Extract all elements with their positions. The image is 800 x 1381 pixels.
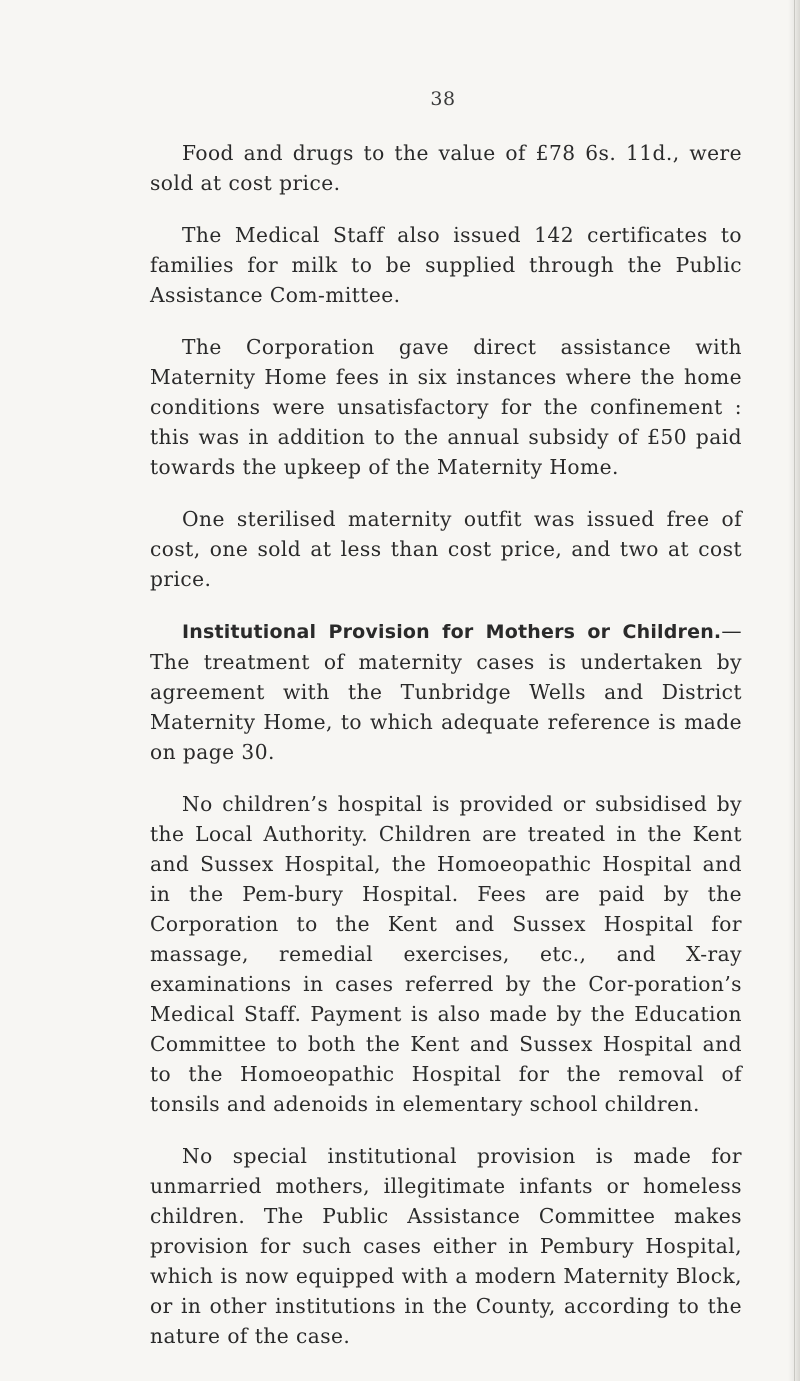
- paragraph-milk-certificates: The Medical Staff also issued 142 certificates to families for milk to be supplied through the Public Assistance Com-mittee.: [150, 223, 742, 307]
- document-body: [150, 138, 742, 1373]
- paragraph-unmarried-mothers: No special institutional provision is made for unmarried mothers, illegitimate infants or homeless children. The Public Assistance Committee makes provision for such cases either in Pembury Hospital, which is now equipped with a modern Maternity Block, or in other institutions in the County, according to the nature of the case.: [150, 1144, 742, 1348]
- paragraph-institutional-provision: [150, 616, 742, 767]
- paragraph-maternity-outfit: One sterilised maternity outfit was issued free of cost, one sold at less than cost price, and two at cost price.: [150, 507, 742, 591]
- page-edge-line: [794, 0, 795, 1381]
- paragraph-maternity-home-fees: The Corporation gave direct assistance with Maternity Home fees in six instances where the home conditions were unsatisfactory for the confinement : this was in addition to the annual subsidy of £50 paid towards the upkeep of the Maternity Home.: [150, 335, 742, 479]
- paragraph-childrens-hospital: No children’s hospital is provided or subsidised by the Local Authority. Children are treated in the Kent and Sussex Hospital, the Homoeopathic Hospital and in the Pem-bury Hospital. Fees are paid by the Corporation to the Kent and Sussex Hospital for massage, remedial exercises, etc., and X-ray examinations in cases referred by the Cor-poration’s Medical Staff. Payment is also made by the Education Committee to both the Kent and Sussex Hospital and to the Homoeopathic Hospital for the removal of tonsils and adenoids in elementary school children.: [150, 792, 742, 1116]
- paragraph-food-drugs: Food and drugs to the value of £78 6s. 11d., were sold at cost price.: [150, 141, 742, 195]
- section-body: —The treatment of maternity cases is undertaken by agreement with the Tunbridge Wells and District Maternity Home, to which adequate reference is made on page 30.: [150, 619, 742, 764]
- page-number: 38: [430, 88, 456, 110]
- section-heading: Institutional Provision for Mothers or Children.: [182, 621, 722, 643]
